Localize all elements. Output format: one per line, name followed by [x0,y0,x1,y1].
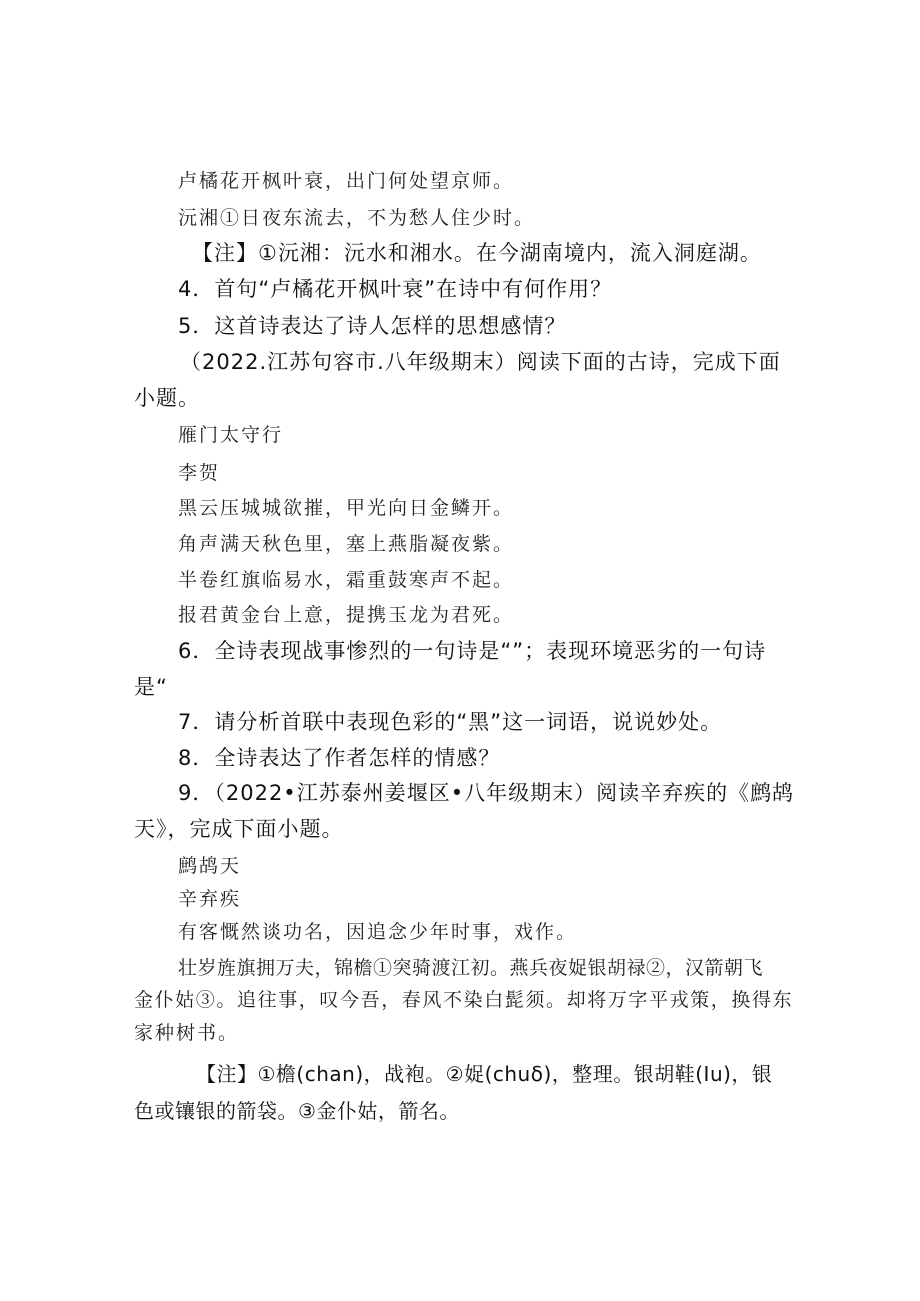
poem3-note-line-1: 【注】①檐(chan)，战袍。②娖(chuδ)，整理。银胡鞋(Iu)，银 [196,1062,773,1086]
poem3-line-2: 金仆姑③。追往事，叹今吾，春风不染白髭须。却将万字平戎策，换得东 [134,989,794,1011]
poem3-author: 辛弃疾 [178,888,242,910]
poem3-line-1: 壮岁旌旗拥万夫，锦檐①突骑渡江初。燕兵夜娖银胡禄②，汉箭朝飞 [178,957,764,979]
poem3-title: 鹧鸪天 [178,855,242,877]
question-9-line-1: 9．（2022•江苏泰州姜堰区•八年级期末）阅读辛弃疾的《鹧鸪 [178,781,795,805]
section2-intro-line-1: （2022.江苏句容市.八年级期末）阅读下面的古诗，完成下面 [180,350,781,374]
poem2-title: 雁门太守行 [178,424,284,446]
poem3-preface: 有客慨然谈功名，因追念少年时事，戏作。 [178,921,578,943]
poem2-line-3: 半卷红旗临易水，霜重鼓寒声不起。 [178,569,515,591]
poem2-author: 李贺 [178,462,221,484]
question-6-line-1: 6．全诗表现战事惨烈的一句诗是“”；表现环境恶劣的一句诗 [178,639,767,663]
poem2-line-1: 黑云压城城欲摧，甲光向日金鳞开。 [178,497,515,519]
question-4: 4．首句“卢橘花开枫叶衰”在诗中有何作用？ [178,277,613,301]
poem1-line-2: 沅湘①日夜东流去，不为愁人住少时。 [178,207,536,229]
poem2-line-4: 报君黄金台上意，提携玉龙为君死。 [178,604,515,626]
section2-intro-line-2: 小题。 [134,386,200,410]
poem1-note: 【注】①沅湘：沅水和湘水。在今湖南境内，流入洞庭湖。 [192,241,762,265]
poem2-line-2: 角声满天秋色里，塞上燕脂凝夜紫。 [178,533,515,555]
poem1-line-1: 卢橘花开枫叶衰，出门何处望京师。 [178,170,515,192]
question-6-line-2: 是“ [134,675,168,699]
question-7: 7．请分析首联中表现色彩的“黑”这一词语，说说妙处。 [178,710,723,734]
question-8: 8．全诗表达了作者怎样的情感？ [178,746,501,770]
question-5: 5．这首诗表达了诗人怎样的思想感情？ [178,314,567,338]
poem3-note-line-2: 色或镶银的箭袋。③金仆姑，箭名。 [134,1099,460,1123]
poem3-line-3: 家种树书。 [134,1022,240,1044]
question-9-line-2: 天》，完成下面小题。 [134,817,344,841]
